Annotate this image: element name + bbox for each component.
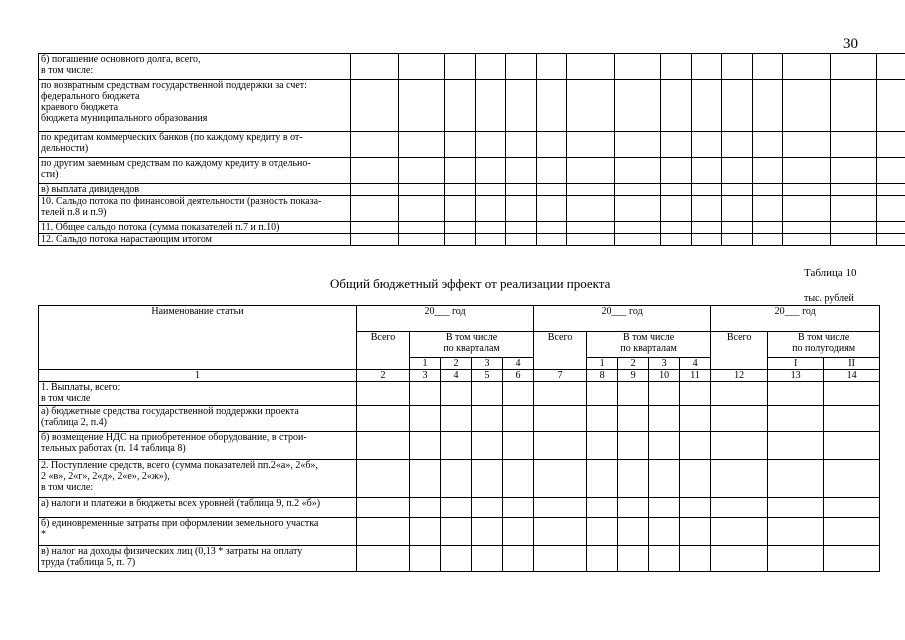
column-number: 5 <box>472 370 503 382</box>
table-cell <box>783 80 831 132</box>
table-cell <box>768 518 824 546</box>
table-cell <box>351 132 399 158</box>
table-cell <box>711 406 768 432</box>
table-cell <box>503 498 534 518</box>
quarter-cell: 3 <box>472 358 503 370</box>
table-cell <box>587 460 618 498</box>
table-cell <box>768 382 824 406</box>
table-cell <box>831 158 877 184</box>
table-cell <box>680 432 711 460</box>
table-cell <box>503 432 534 460</box>
year-header-1: 20___ год <box>357 306 534 332</box>
table-cell <box>824 432 880 460</box>
table-cell <box>711 460 768 498</box>
row-label: 1. Выплаты, всего: в том числе <box>39 382 357 406</box>
table-cell <box>768 498 824 518</box>
table-cell <box>680 382 711 406</box>
table-cell <box>506 132 537 158</box>
table-cell <box>351 222 399 234</box>
table-cell <box>441 460 472 498</box>
table-cell <box>692 132 722 158</box>
table-cell <box>877 196 905 222</box>
row-label: по другим заемным средствам по каждому кредиту в отдельно- сти) <box>39 158 351 184</box>
table-cell <box>506 184 537 196</box>
table-cell <box>615 158 661 184</box>
year-header-2: 20___ год <box>534 306 711 332</box>
table-cell <box>351 184 399 196</box>
table-cell <box>445 184 476 196</box>
table-cell <box>711 546 768 572</box>
table-cell <box>768 546 824 572</box>
table-cell <box>537 54 567 80</box>
table-cell <box>587 498 618 518</box>
table-cell <box>503 460 534 498</box>
table-cell <box>680 498 711 518</box>
table-cell <box>410 460 441 498</box>
table-cell <box>567 234 615 246</box>
table-cell <box>441 406 472 432</box>
header-name-col: Наименование статьи <box>39 306 357 370</box>
table-cell <box>692 158 722 184</box>
row-label: 10. Сальдо потока по финансовой деятельности (разность показа- телей п.8 и п.9) <box>39 196 351 222</box>
table-cell <box>661 54 692 80</box>
table-cell <box>537 184 567 196</box>
table-cell <box>441 546 472 572</box>
table-cell <box>692 222 722 234</box>
table-cell <box>503 518 534 546</box>
table-cell <box>783 196 831 222</box>
table-cell <box>824 382 880 406</box>
quarter-cell: 4 <box>680 358 711 370</box>
table-cell <box>877 132 905 158</box>
table-cell <box>649 518 680 546</box>
table-cell <box>711 498 768 518</box>
table-cell <box>824 518 880 546</box>
table-cell <box>831 184 877 196</box>
table-cell <box>877 80 905 132</box>
table-cell <box>877 222 905 234</box>
table-cell <box>824 460 880 498</box>
column-number: 1 <box>39 370 357 382</box>
table-cell <box>661 132 692 158</box>
table-cell <box>831 196 877 222</box>
table-cell <box>472 546 503 572</box>
row-label: 2. Поступление средств, всего (сумма показателей пп.2«а», 2«б», 2 «в», 2«г», 2«д», 2«е», 2«ж»), в том числе: <box>39 460 357 498</box>
table-cell <box>567 184 615 196</box>
table-cell <box>661 80 692 132</box>
table-cell <box>711 382 768 406</box>
table-cell <box>399 234 445 246</box>
table-cell <box>351 196 399 222</box>
table-cell <box>399 54 445 80</box>
table-cell <box>661 234 692 246</box>
table-cell <box>618 498 649 518</box>
table-cell <box>506 222 537 234</box>
table-cell <box>410 518 441 546</box>
table-cell <box>587 546 618 572</box>
table-cell <box>753 196 783 222</box>
table-cell <box>722 184 753 196</box>
table-cell <box>506 158 537 184</box>
table-cell <box>661 222 692 234</box>
table-cell <box>567 196 615 222</box>
table-title: Общий бюджетный эффект от реализации проекта <box>330 276 611 291</box>
table-cell <box>534 498 587 518</box>
table-cell <box>410 432 441 460</box>
table-cell <box>476 132 506 158</box>
table-cell <box>618 518 649 546</box>
quarter-cell: 4 <box>503 358 534 370</box>
table-cell <box>768 460 824 498</box>
table-cell <box>722 54 753 80</box>
table-cell <box>722 132 753 158</box>
column-number: 7 <box>534 370 587 382</box>
table-cell <box>661 158 692 184</box>
table-cell <box>587 382 618 406</box>
table-cell <box>399 222 445 234</box>
table-cell <box>476 196 506 222</box>
table-cell <box>357 546 410 572</box>
row-label: в) налог на доходы физических лиц (0,13 * затраты на оплату труда (таблица 5, п. 7) <box>39 546 357 572</box>
table-cell <box>722 158 753 184</box>
table-cell <box>476 158 506 184</box>
table-cell <box>503 406 534 432</box>
table-cell <box>783 158 831 184</box>
row-label: б) возмещение НДС на приобретенное оборудование, в строи- тельных работах (п. 14 таблица 8) <box>39 432 357 460</box>
table-cell <box>768 406 824 432</box>
row-label: 11. Общее сальдо потока (сумма показателей п.7 и п.10) <box>39 222 351 234</box>
table-cell <box>567 158 615 184</box>
table-cell <box>472 406 503 432</box>
table-row <box>39 184 905 196</box>
table-cell <box>831 234 877 246</box>
quarter-cell: 2 <box>618 358 649 370</box>
table-cell <box>615 184 661 196</box>
column-number: 12 <box>711 370 768 382</box>
table-cell <box>753 222 783 234</box>
quarters-header-1: В том числе по кварталам <box>410 332 534 358</box>
table-cell <box>410 406 441 432</box>
table-row <box>39 222 905 234</box>
column-number: 8 <box>587 370 618 382</box>
table-row <box>39 406 880 432</box>
table-cell <box>615 132 661 158</box>
table-cell <box>661 184 692 196</box>
table-cell <box>506 80 537 132</box>
quarter-cell: 1 <box>410 358 441 370</box>
column-number: 14 <box>824 370 880 382</box>
table-cell <box>649 432 680 460</box>
table-cell <box>877 158 905 184</box>
table-row <box>39 80 905 132</box>
table-cell <box>711 432 768 460</box>
table-cell <box>441 432 472 460</box>
column-number: 10 <box>649 370 680 382</box>
table-cell <box>472 460 503 498</box>
table-cell <box>587 432 618 460</box>
table-cell <box>534 406 587 432</box>
table-number: Таблица 10 <box>804 267 857 279</box>
table-cell <box>537 80 567 132</box>
table-cell <box>506 54 537 80</box>
table-cell <box>534 382 587 406</box>
table-cell <box>567 80 615 132</box>
table-cell <box>357 382 410 406</box>
table-cell <box>445 80 476 132</box>
table-cell <box>692 234 722 246</box>
table-row <box>39 132 905 158</box>
halves-header: В том числе по полугодиям <box>768 332 880 358</box>
table-cell <box>753 158 783 184</box>
table-cell <box>692 184 722 196</box>
table-cell <box>649 406 680 432</box>
quarters-header-2: В том числе по кварталам <box>587 332 711 358</box>
table-cell <box>567 222 615 234</box>
table-cell <box>476 234 506 246</box>
table-cell <box>351 234 399 246</box>
table-cell <box>472 498 503 518</box>
table-cell <box>506 196 537 222</box>
table-cell <box>615 80 661 132</box>
table-cell <box>587 406 618 432</box>
table-cell <box>722 80 753 132</box>
table-cell <box>615 234 661 246</box>
table-cell <box>824 498 880 518</box>
table-cell <box>831 80 877 132</box>
table-cell <box>534 518 587 546</box>
row-label: по возвратным средствам государственной поддержки за счет: федерального бюджета краевого бюджета бюджета муниципального образования <box>39 80 351 132</box>
table-cell <box>445 234 476 246</box>
table-cell <box>831 132 877 158</box>
table-row <box>39 158 905 184</box>
table-cell <box>399 132 445 158</box>
table-cell <box>476 54 506 80</box>
table-cell <box>399 196 445 222</box>
table-cell <box>537 196 567 222</box>
table-cell <box>472 382 503 406</box>
table-cell <box>410 498 441 518</box>
table-cell <box>711 518 768 546</box>
table-cell <box>476 80 506 132</box>
table-row <box>39 498 880 518</box>
row-label: а) бюджетные средства государственной поддержки проекта (таблица 2, п.4) <box>39 406 357 432</box>
table-cell <box>692 54 722 80</box>
half-cell: II <box>824 358 880 370</box>
table-cell <box>357 460 410 498</box>
table-row <box>39 54 905 80</box>
table-cell <box>537 158 567 184</box>
table-cell <box>441 498 472 518</box>
table-cell <box>831 54 877 80</box>
table-cell <box>877 184 905 196</box>
table-cell <box>534 460 587 498</box>
table-cell <box>410 382 441 406</box>
table-cell <box>587 518 618 546</box>
table-cell <box>692 80 722 132</box>
quarter-cell: 2 <box>441 358 472 370</box>
table-cell <box>445 222 476 234</box>
row-label: в) выплата дивидендов <box>39 184 351 196</box>
table-cell <box>722 234 753 246</box>
budget-effect-table <box>38 305 880 572</box>
row-label: б) погашение основного долга, всего, в том числе: <box>39 54 351 80</box>
table-cell <box>680 460 711 498</box>
table-cell <box>753 132 783 158</box>
table-cell <box>503 546 534 572</box>
table-row <box>39 546 880 572</box>
table-cell <box>768 432 824 460</box>
page-number: 30 <box>843 36 858 52</box>
table-cell <box>753 234 783 246</box>
column-number: 6 <box>503 370 534 382</box>
table-cell <box>445 54 476 80</box>
column-number: 3 <box>410 370 441 382</box>
row-label: а) налоги и платежи в бюджеты всех уровней (таблица 9, п.2 «б») <box>39 498 357 518</box>
table-cell <box>399 184 445 196</box>
table-row <box>39 382 880 406</box>
table-cell <box>783 234 831 246</box>
table-cell <box>649 546 680 572</box>
table-cell <box>445 158 476 184</box>
table-cell <box>534 432 587 460</box>
table-row <box>39 432 880 460</box>
row-label: б) единовременные затраты при оформлении земельного участка * <box>39 518 357 546</box>
table-cell <box>537 132 567 158</box>
table-cell <box>351 80 399 132</box>
table-cell <box>615 54 661 80</box>
table-cell <box>618 406 649 432</box>
table-cell <box>692 196 722 222</box>
half-cell: I <box>768 358 824 370</box>
table-cell <box>476 184 506 196</box>
table-cell <box>824 406 880 432</box>
table-cell <box>661 196 692 222</box>
year-header-3: 20___ год <box>711 306 880 332</box>
table-cell <box>753 54 783 80</box>
table-cell <box>441 382 472 406</box>
table-row <box>39 234 905 246</box>
table-row <box>39 196 905 222</box>
table-row <box>39 460 880 498</box>
table-cell <box>649 498 680 518</box>
table-cell <box>399 80 445 132</box>
table-cell <box>503 382 534 406</box>
table-row <box>39 518 880 546</box>
table-cell <box>618 382 649 406</box>
table-cell <box>618 460 649 498</box>
table-cell <box>537 222 567 234</box>
column-number: 2 <box>357 370 410 382</box>
table-cell <box>877 54 905 80</box>
cash-flow-table-continuation <box>38 53 905 246</box>
table-cell <box>618 546 649 572</box>
table-cell <box>567 132 615 158</box>
table-cell <box>680 546 711 572</box>
table-cell <box>410 546 441 572</box>
table-cell <box>783 222 831 234</box>
column-number: 11 <box>680 370 711 382</box>
total-header-1: Всего <box>357 332 410 370</box>
row-label: по кредитам коммерческих банков (по каждому кредиту в от- дельности) <box>39 132 351 158</box>
table-cell <box>476 222 506 234</box>
row-label: 12. Сальдо потока нарастающим итогом <box>39 234 351 246</box>
quarter-cell: 1 <box>587 358 618 370</box>
table-cell <box>831 222 877 234</box>
table-cell <box>357 498 410 518</box>
table-cell <box>649 382 680 406</box>
table-cell <box>445 196 476 222</box>
units-label: тыс. рублей <box>804 293 854 304</box>
table-cell <box>534 546 587 572</box>
table-cell <box>722 196 753 222</box>
table-cell <box>824 546 880 572</box>
table-cell <box>351 158 399 184</box>
column-number: 9 <box>618 370 649 382</box>
table-cell <box>753 184 783 196</box>
table-cell <box>567 54 615 80</box>
table-cell <box>357 406 410 432</box>
table-cell <box>357 518 410 546</box>
table-cell <box>399 158 445 184</box>
table-cell <box>445 132 476 158</box>
table-cell <box>357 432 410 460</box>
table-cell <box>506 234 537 246</box>
table-cell <box>877 234 905 246</box>
table-cell <box>783 184 831 196</box>
table-cell <box>680 518 711 546</box>
total-header-3: Всего <box>711 332 768 370</box>
table-cell <box>472 432 503 460</box>
table-cell <box>722 222 753 234</box>
table-cell <box>441 518 472 546</box>
table-cell <box>649 460 680 498</box>
table-cell <box>351 54 399 80</box>
table-cell <box>472 518 503 546</box>
table-cell <box>615 196 661 222</box>
quarter-cell: 3 <box>649 358 680 370</box>
total-header-2: Всего <box>534 332 587 370</box>
column-number: 13 <box>768 370 824 382</box>
table-cell <box>783 132 831 158</box>
table-cell <box>615 222 661 234</box>
table-cell <box>680 406 711 432</box>
table-cell <box>753 80 783 132</box>
table-cell <box>618 432 649 460</box>
table-cell <box>537 234 567 246</box>
table-cell <box>783 54 831 80</box>
column-number: 4 <box>441 370 472 382</box>
